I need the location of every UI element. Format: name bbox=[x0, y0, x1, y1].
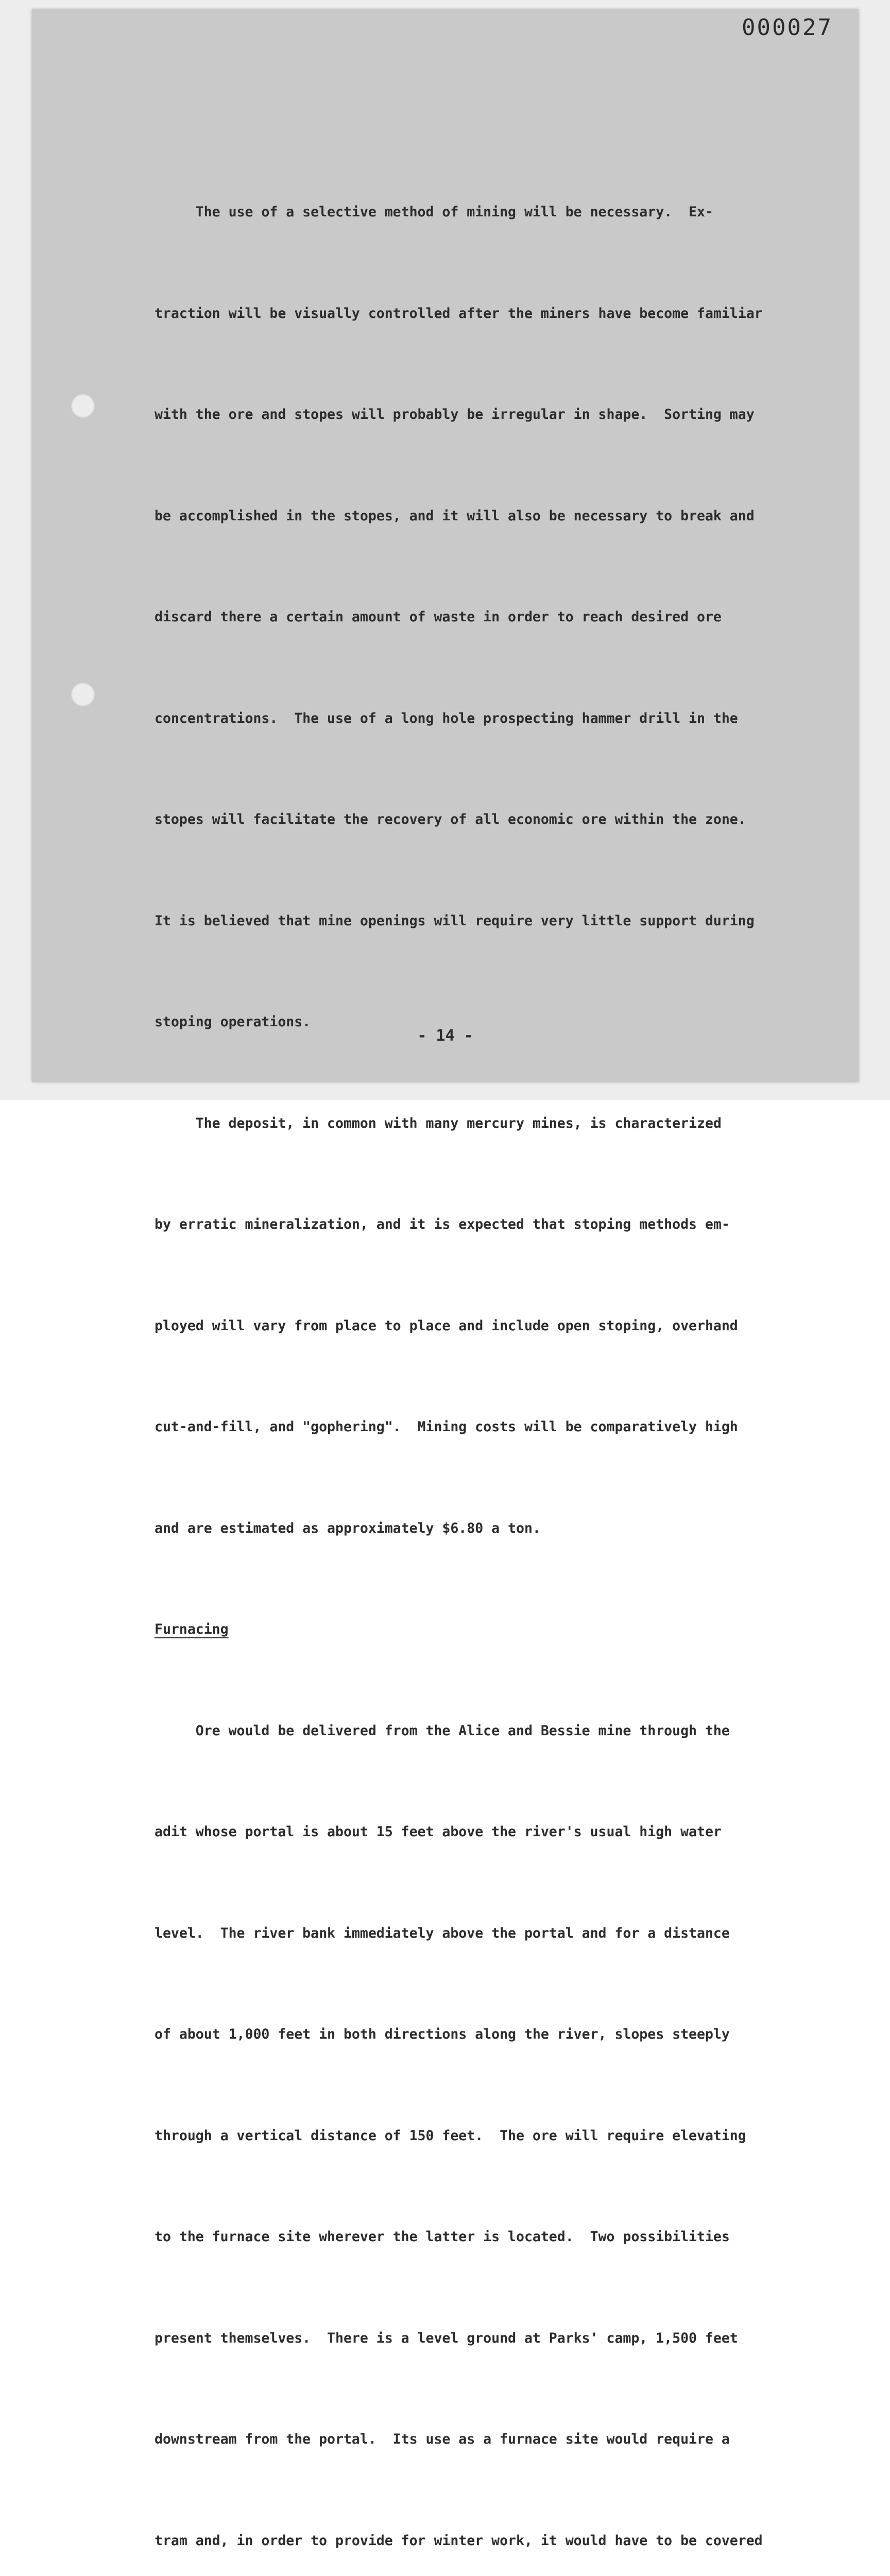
text-line: stoping operations. bbox=[155, 1014, 311, 1030]
text-line: discard there a certain amount of waste in order to reach desired ore bbox=[155, 609, 722, 625]
page-id-stamp: 000027 bbox=[742, 14, 833, 41]
body-text bbox=[155, 128, 840, 2576]
document-page bbox=[32, 9, 859, 2549]
text-line: by erratic mineralization, and it is expected that stoping methods em- bbox=[155, 1216, 730, 1232]
text-line: to the furnace site wherever the latter is located. Two possibilities bbox=[155, 2229, 730, 2245]
text-line: The use of a selective method of mining will be necessary. Ex- bbox=[155, 204, 713, 220]
text-line: adit whose portal is about 15 feet above the river's usual high water bbox=[155, 1824, 722, 1840]
text-line: downstream from the portal. Its use as a furnace site would require a bbox=[155, 2431, 730, 2447]
text-line: be accomplished in the stopes, and it will also be necessary to break and bbox=[155, 507, 755, 524]
text-line: The deposit, in common with many mercury mines, is characterized bbox=[155, 1115, 722, 1131]
text-line: of about 1,000 feet in both directions along the river, slopes steeply bbox=[155, 2026, 730, 2042]
text-line: ployed will vary from place to place and include open stoping, overhand bbox=[155, 1317, 738, 1334]
text-line: It is believed that mine openings will require very little support during bbox=[155, 912, 755, 929]
punch-hole bbox=[71, 394, 95, 418]
text-line: through a vertical distance of 150 feet. The ore will require elevating bbox=[155, 2127, 746, 2144]
text-line: and are estimated as approximately $6.80 a ton. bbox=[155, 1520, 541, 1536]
text-line: cut-and-fill, and "gophering". Mining costs will be comparatively high bbox=[155, 1419, 738, 1435]
text-line: with the ore and stopes will probably be irregular in shape. Sorting may bbox=[155, 406, 755, 422]
text-line: present themselves. There is a level ground at Parks' camp, 1,500 feet bbox=[155, 2330, 738, 2346]
text-line: traction will be visually controlled after the miners have become familiar bbox=[155, 305, 763, 321]
punch-hole bbox=[71, 683, 95, 706]
text-line: concentrations. The use of a long hole prospecting hammer drill in the bbox=[155, 710, 738, 726]
text-line: Ore would be delivered from the Alice and Bessie mine through the bbox=[155, 1722, 730, 1739]
page-number: - 14 - bbox=[417, 1027, 473, 1045]
section-heading-furnacing: Furnacing bbox=[155, 1621, 229, 1637]
text-line: tram and, in order to provide for winter work, it would have to be covered bbox=[155, 2532, 763, 2549]
text-line: level. The river bank immediately above the portal and for a distance bbox=[155, 1925, 730, 1941]
text-line: stopes will facilitate the recovery of all economic ore within the zone. bbox=[155, 811, 746, 827]
